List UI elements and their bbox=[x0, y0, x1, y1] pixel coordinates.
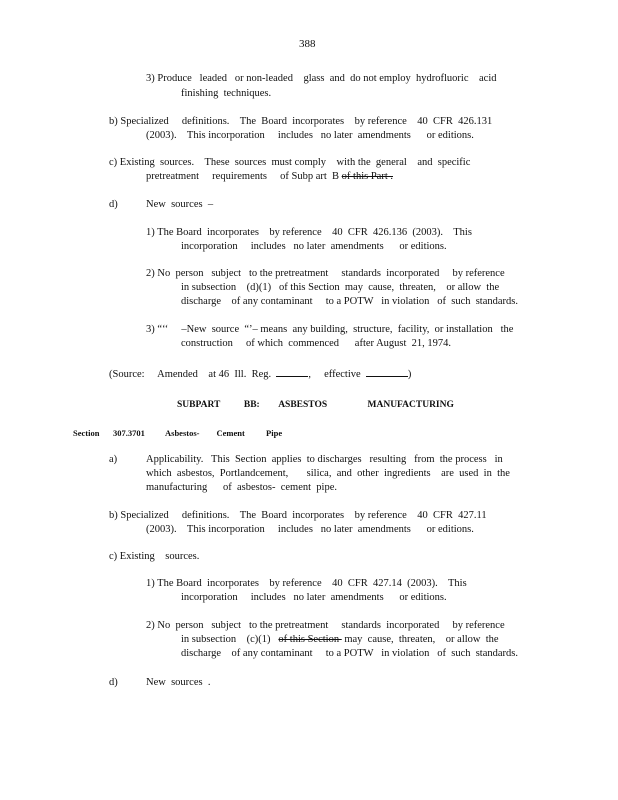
specialized-definitions-line-1: b) Specialized definitions. The Board incorporates by reference 40 CFR 426.131 bbox=[109, 116, 493, 127]
new-sources-heading: New sources – bbox=[146, 199, 214, 210]
deleted-text: of this Part . bbox=[341, 171, 393, 182]
source-note-effective: , effective bbox=[308, 369, 366, 380]
section-title: Asbestos- Cement Pipe bbox=[165, 428, 283, 438]
page-number: 388 bbox=[299, 38, 316, 50]
existing-sources-1-line-2: incorporation includes no later amendments or editions. bbox=[181, 592, 447, 603]
blank-line bbox=[276, 365, 308, 377]
section-number: 307.3701 bbox=[113, 428, 145, 438]
source-note-text: (Source: Amended at 46 Ill. Reg. bbox=[109, 369, 277, 380]
existing-sources-2-heading: c) Existing sources. bbox=[109, 551, 200, 562]
item-3-line-1: 3) Produce leaded or non-leaded glass and do not employ hydrofluoric acid bbox=[146, 73, 497, 84]
specialized-definitions-2-line-2: (2003). This incorporation includes no later amendments or editions. bbox=[146, 524, 474, 535]
applicability-line-3: manufacturing of asbestos- cement pipe. bbox=[146, 482, 337, 493]
section-label: Section bbox=[73, 428, 100, 438]
new-sources-1-line-1: 1) The Board incorporates by reference 40 CFR 426.136 (2003). This bbox=[146, 227, 472, 238]
new-sources-2-label: d) bbox=[109, 677, 118, 688]
new-sources-2-heading: New sources . bbox=[146, 677, 211, 688]
new-sources-2-line-1: 2) No person subject to the pretreatment standards incorporated by reference bbox=[146, 268, 505, 279]
source-note-close: ) bbox=[407, 369, 412, 380]
existing-sources-line-1: c) Existing sources. These sources must comply with the general and specific bbox=[109, 157, 471, 168]
new-sources-1-line-2: incorporation includes no later amendments or editions. bbox=[181, 241, 447, 252]
deleted-text: of this Section bbox=[278, 634, 342, 645]
specialized-definitions-2-line-1: b) Specialized definitions. The Board incorporates by reference 40 CFR 427.11 bbox=[109, 510, 487, 521]
item-3-line-2: finishing techniques. bbox=[181, 88, 272, 99]
new-sources-2-line-2: in subsection (d)(1) of this Section may cause, threaten, or allow the bbox=[181, 282, 500, 293]
existing-sources-1-line-1: 1) The Board incorporates by reference 40 CFR 427.14 (2003). This bbox=[146, 578, 467, 589]
new-sources-label: d) bbox=[109, 199, 118, 210]
existing-sources-2-line-1: 2) No person subject to the pretreatment standards incorporated by reference bbox=[146, 620, 505, 631]
existing-sources-line-2 bbox=[146, 170, 393, 184]
applicability-line-1: Applicability. This Section applies to discharges resulting from the process in bbox=[146, 454, 503, 465]
existing-sources-2-text-b: may cause, threaten, or allow the bbox=[341, 634, 499, 645]
subpart-header: SUBPART BB: ASBESTOS MANUFACTURING bbox=[177, 400, 454, 410]
new-sources-2-line-3: discharge of any contaminant to a POTW in violation of such standards. bbox=[181, 296, 519, 307]
existing-sources-2-line-2 bbox=[181, 633, 499, 647]
blank-line bbox=[366, 365, 408, 377]
specialized-definitions-line-2: (2003). This incorporation includes no later amendments or editions. bbox=[146, 130, 474, 141]
applicability-label: a) bbox=[109, 454, 118, 465]
existing-sources-2-line-3: discharge of any contaminant to a POTW in violation of such standards. bbox=[181, 648, 519, 659]
existing-sources-text: pretreatment requirements of Subp art B bbox=[146, 171, 342, 182]
existing-sources-2-text-a: in subsection (c)(1) bbox=[181, 634, 279, 645]
new-sources-3-line-2: construction of which commenced after August 21, 1974. bbox=[181, 338, 452, 349]
new-sources-3-line-1: 3) “‘‘ –New source “’– means any building, structure, facility, or installation the bbox=[146, 324, 514, 335]
applicability-line-2: which asbestos, Portlandcement, silica, and other ingredients are used in the bbox=[146, 468, 510, 479]
source-note bbox=[109, 365, 411, 382]
